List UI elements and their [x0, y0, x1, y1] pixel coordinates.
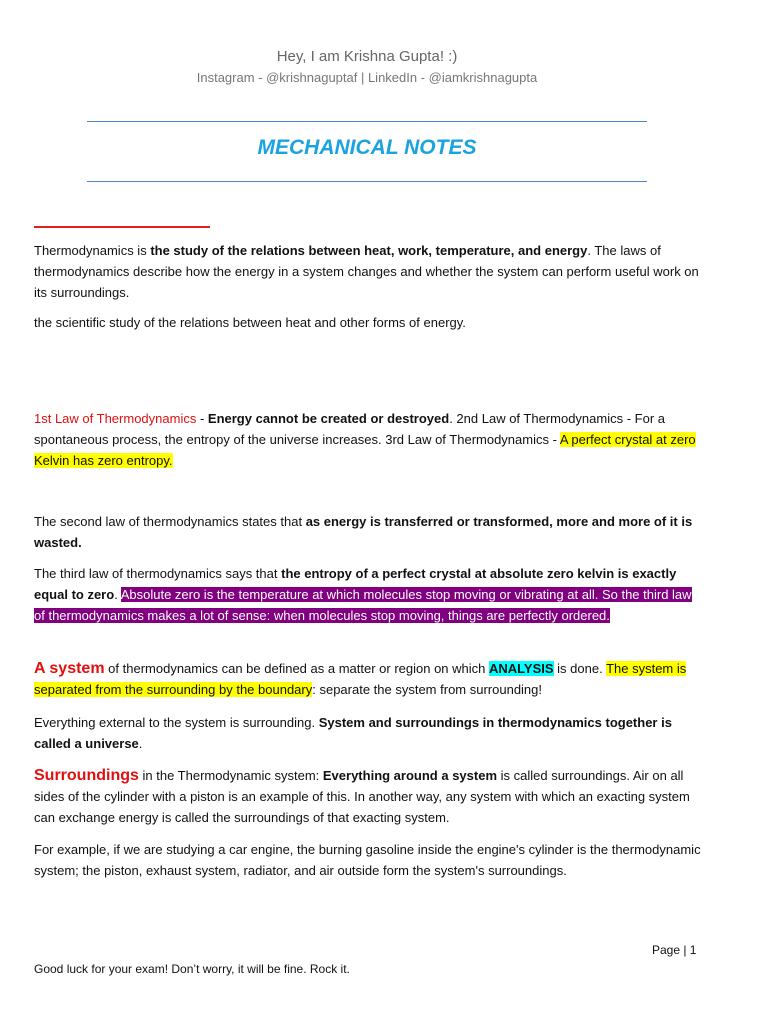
example-paragraph: For example, if we are studying a car engine, the burning gasoline inside the engine's cylinder is the thermodynamic system; the piston, exhaust system, radiator, and air outside form the system's surroundings. [34, 842, 701, 878]
author-header: Hey, I am Krishna Gupta! :) [276, 48, 458, 65]
page-number: Page | 1 [652, 943, 697, 957]
page-title: MECHANICAL NOTES [257, 136, 477, 159]
definition-paragraph: the scientific study of the relations between heat and other forms of energy. [34, 315, 466, 330]
universe-paragraph: Everything external to the system is surrounding. System and surroundings in thermodynamics together is called a universe. [34, 715, 672, 751]
laws-paragraph: 1st Law of Thermodynamics - Energy cannot be created or destroyed. 2nd Law of Thermodynamics - For a spontaneous process, the entropy of the universe increases. 3rd Law of Thermodynamics - A perfect crystal at zero Kelvin has zero entropy. [34, 411, 696, 468]
top-rule [87, 121, 647, 122]
footer-message: Good luck for your exam! Don’t worry, it will be fine. Rock it. [34, 962, 350, 976]
intro-paragraph: Thermodynamics is the study of the relations between heat, work, temperature, and energy. The laws of thermodynamics describe how the energy in a system changes and whether the system can perform useful work on its surroundings. [34, 243, 699, 300]
second-law-paragraph: The second law of thermodynamics states that as energy is transferred or transformed, more and more of it is wasted. [34, 514, 693, 550]
third-law-paragraph: The third law of thermodynamics says that the entropy of a perfect crystal at absolute zero kelvin is exactly equal to zero. Absolute zero is the temperature at which molecules stop moving or vibrating at all. So the third law of thermodynamics makes a lot of sense: when molecules stop moving, things are perfectly ordered. [34, 566, 692, 623]
surroundings-paragraph: Surroundings in the Thermodynamic system: Everything around a system is called surroundings. Air on all sides of the cylinder with a piston is an example of this. In another way, any system with which an exacting system can exchange energy is called the surroundings of that exacting system. [34, 767, 690, 825]
social-handles: Instagram - @krishnaguptaf | LinkedIn - @iamkrishnagupta [196, 70, 538, 85]
title-bottom-rule [87, 181, 647, 182]
section-divider [34, 226, 210, 228]
system-paragraph: A system of thermodynamics can be defined as a matter or region on which ANALYSIS is done. The system is separated from the surrounding by the boundary: separate the system from surrounding! [34, 660, 687, 697]
